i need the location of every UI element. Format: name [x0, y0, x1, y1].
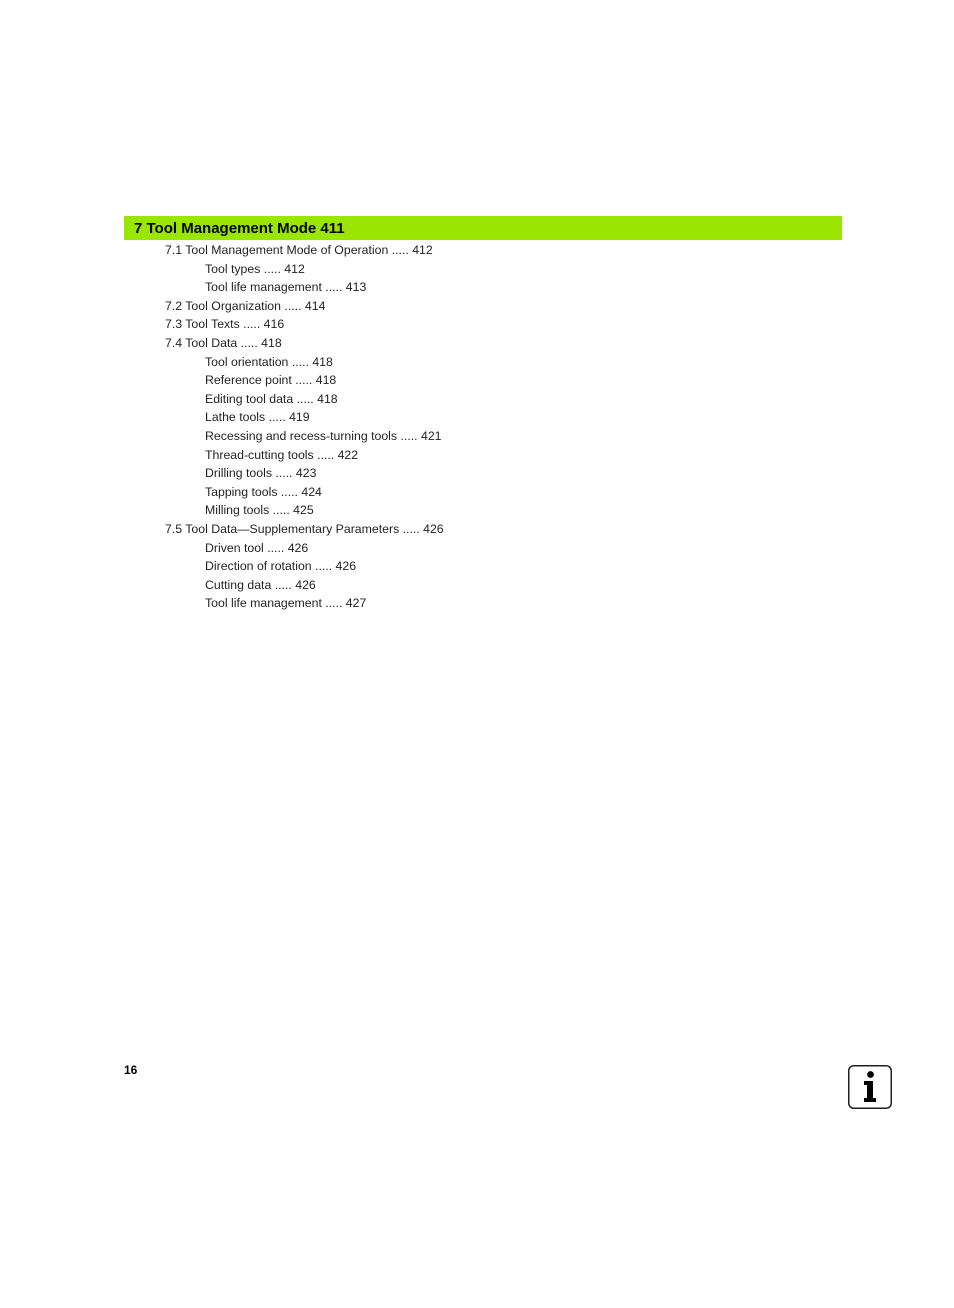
table-of-contents: [0, 241, 954, 613]
toc-entry-cutting-data[interactable]: Cutting data ..... 426: [205, 577, 316, 592]
toc-entry-7-2[interactable]: 7.2 Tool Organization ..... 414: [165, 298, 326, 313]
toc-entry-tool-types[interactable]: Tool types ..... 412: [205, 261, 305, 276]
toc-entry-7-3[interactable]: 7.3 Tool Texts ..... 416: [165, 317, 285, 332]
toc-entry-tapping-tools[interactable]: Tapping tools ..... 424: [205, 484, 322, 499]
chapter-header: [124, 216, 842, 240]
toc-entry-reference-point[interactable]: Reference point ..... 418: [205, 373, 337, 388]
chapter-title: 7 Tool Management Mode 411: [134, 219, 345, 237]
toc-entry-drilling-tools[interactable]: Drilling tools ..... 423: [205, 466, 317, 481]
toc-entry-7-5[interactable]: 7.5 Tool Data—Supplementary Parameters ..... 426: [165, 521, 444, 536]
toc-entry-direction-of-rotation[interactable]: Direction of rotation ..... 426: [205, 559, 357, 574]
toc-entry-7-4[interactable]: 7.4 Tool Data ..... 418: [165, 335, 282, 350]
toc-entry-lathe-tools[interactable]: Lathe tools ..... 419: [205, 410, 310, 425]
toc-entry-tool-life-management[interactable]: Tool life management ..... 413: [205, 280, 367, 295]
toc-entry-milling-tools[interactable]: Milling tools ..... 425: [205, 503, 314, 518]
page-number: 16: [124, 1063, 138, 1077]
toc-entry-driven-tool[interactable]: Driven tool ..... 426: [205, 540, 309, 555]
info-icon: [848, 1065, 892, 1109]
toc-entry-thread-cutting-tools[interactable]: Thread-cutting tools ..... 422: [205, 447, 359, 462]
toc-entry-editing-tool-data[interactable]: Editing tool data ..... 418: [205, 391, 338, 406]
toc-entry-tool-life-management-2[interactable]: Tool life management ..... 427: [205, 596, 367, 611]
toc-entry-7-1[interactable]: 7.1 Tool Management Mode of Operation ..... 412: [165, 243, 433, 257]
toc-entry-recessing-tools[interactable]: Recessing and recess-turning tools ..... 421: [205, 428, 442, 443]
toc-entry-tool-orientation[interactable]: Tool orientation ..... 418: [205, 354, 333, 369]
